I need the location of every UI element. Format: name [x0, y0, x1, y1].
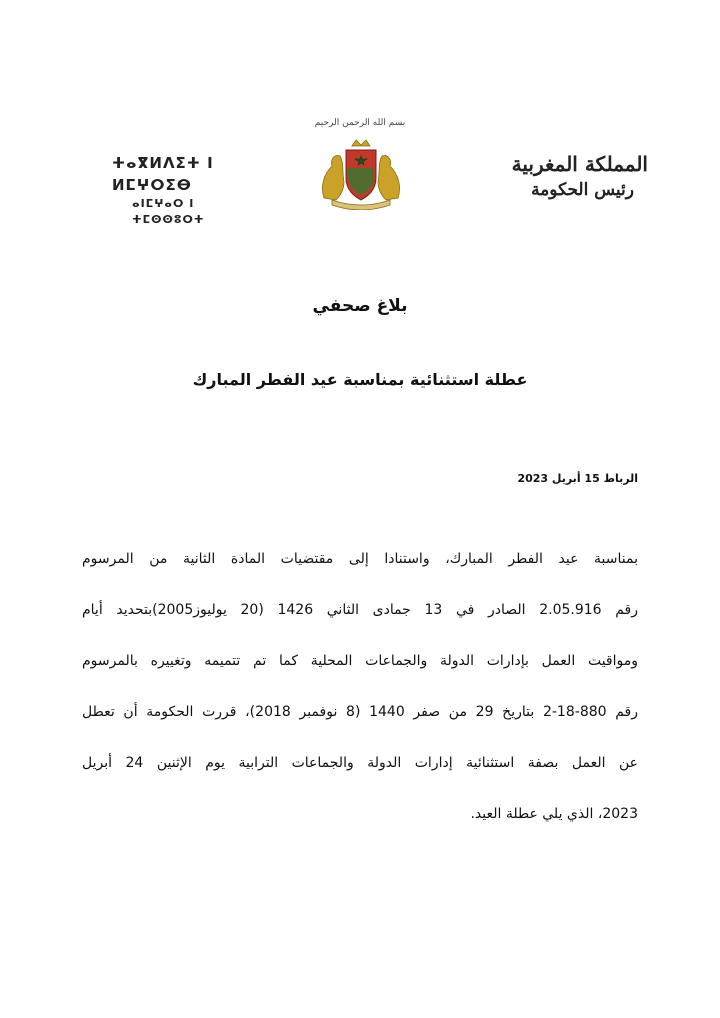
head-of-government-label: رئيس الحكومة: [531, 180, 634, 200]
page-subtitle: عطلة استثنائية بمناسبة عيد الفطر المبارك: [192, 370, 528, 389]
body-line: رقم 880-18-2 بتاريخ 29 من صفر 1440 (8 نوفمبر 2018)، قررت الحكومة أن تعطل: [82, 704, 639, 720]
moroccan-coat-of-arms-icon: [316, 138, 406, 210]
dateline: الرباط 15 أبريل 2023: [517, 472, 638, 485]
kingdom-name: المملكة المغربية: [511, 152, 648, 176]
body-line: بمناسبة عيد الفطر المبارك، واستنادا إلى مقتضيات المادة الثانية من المرسوم: [82, 551, 638, 567]
tifinagh-letterhead: [112, 152, 242, 228]
kingdom-letterhead: [488, 150, 648, 202]
body-line: ومواقيت العمل بإدارات الدولة والجماعات المحلية كما تم تتميمه وتغييره بالمرسوم: [82, 653, 638, 669]
page-title: بلاغ صحفي: [312, 296, 408, 316]
body-line: 2023، الذي يلي عطلة العيد.: [470, 806, 638, 822]
basmala: بسم الله الرحمن الرحيم: [314, 118, 406, 128]
tifinagh-head-of-government: ⴰⵏⵎⵖⴰⵔ ⵏ ⵜⵎⵙⵙⵓⵔⵜ: [132, 197, 205, 226]
body-line: عن العمل بصفة استثنائية إدارات الدولة والجماعات الترابية يوم الإثنين 24 أبريل: [82, 755, 638, 771]
tifinagh-kingdom-name: ⵜⴰⴳⵍⴷⵉⵜ ⵏ ⵍⵎⵖⵔⵉⴱ: [112, 154, 214, 194]
body-line: رقم 2.05.916 الصادر في 13 جمادى الثاني 1426 (20 يوليوز2005)بتحديد أيام: [82, 602, 638, 618]
body-paragraph: [82, 534, 638, 840]
